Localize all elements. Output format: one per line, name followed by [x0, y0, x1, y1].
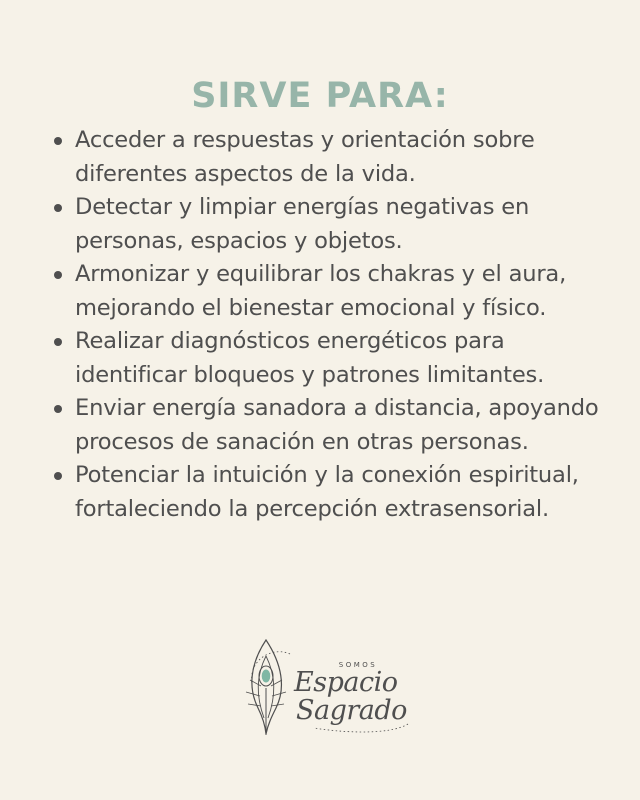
feather-inner-right [266, 656, 274, 718]
list-item [42, 392, 608, 459]
list-item-text: Potenciar la intuición y la conexión espiritual, fortaleciendo la percepción extrasensorial. [75, 462, 579, 522]
bullet-icon [54, 137, 62, 145]
list-item-text: Detectar y limpiar energías negativas en personas, espacios y objetos. [75, 194, 530, 254]
feather-barb [272, 692, 286, 696]
list-item [42, 459, 608, 526]
list-item-text: Acceder a respuestas y orientación sobre diferentes aspectos de la vida. [75, 127, 535, 187]
list-item-text: Realizar diagnósticos energéticos para identificar bloqueos y patrones limitantes. [75, 328, 545, 388]
feather-barb [248, 704, 261, 706]
list-item [42, 124, 608, 191]
feather-eye-inner [262, 670, 271, 683]
logo-word-sagrado: Sagrado [296, 695, 407, 726]
bullet-icon [54, 338, 62, 346]
bullet-icon [54, 472, 62, 480]
list-item [42, 191, 608, 258]
list-item-text: Enviar energía sanadora a distancia, apoyando procesos de sanación en otras personas. [75, 395, 599, 455]
feather-inner-left [258, 656, 266, 718]
page-title: SIRVE PARA: [191, 76, 449, 116]
benefits-list [42, 124, 608, 526]
list-item [42, 325, 608, 392]
bullet-icon [54, 271, 62, 279]
feather-outline [252, 640, 282, 734]
bullet-icon [54, 405, 62, 413]
bullet-icon [54, 204, 62, 212]
list-item [42, 258, 608, 325]
logo-somos: SOMOS [338, 661, 378, 669]
logo-word-espacio: Espacio [294, 667, 398, 698]
list-item-text: Armonizar y equilibrar los chakras y el aura, mejorando el bienestar emocional y físico. [75, 261, 567, 321]
